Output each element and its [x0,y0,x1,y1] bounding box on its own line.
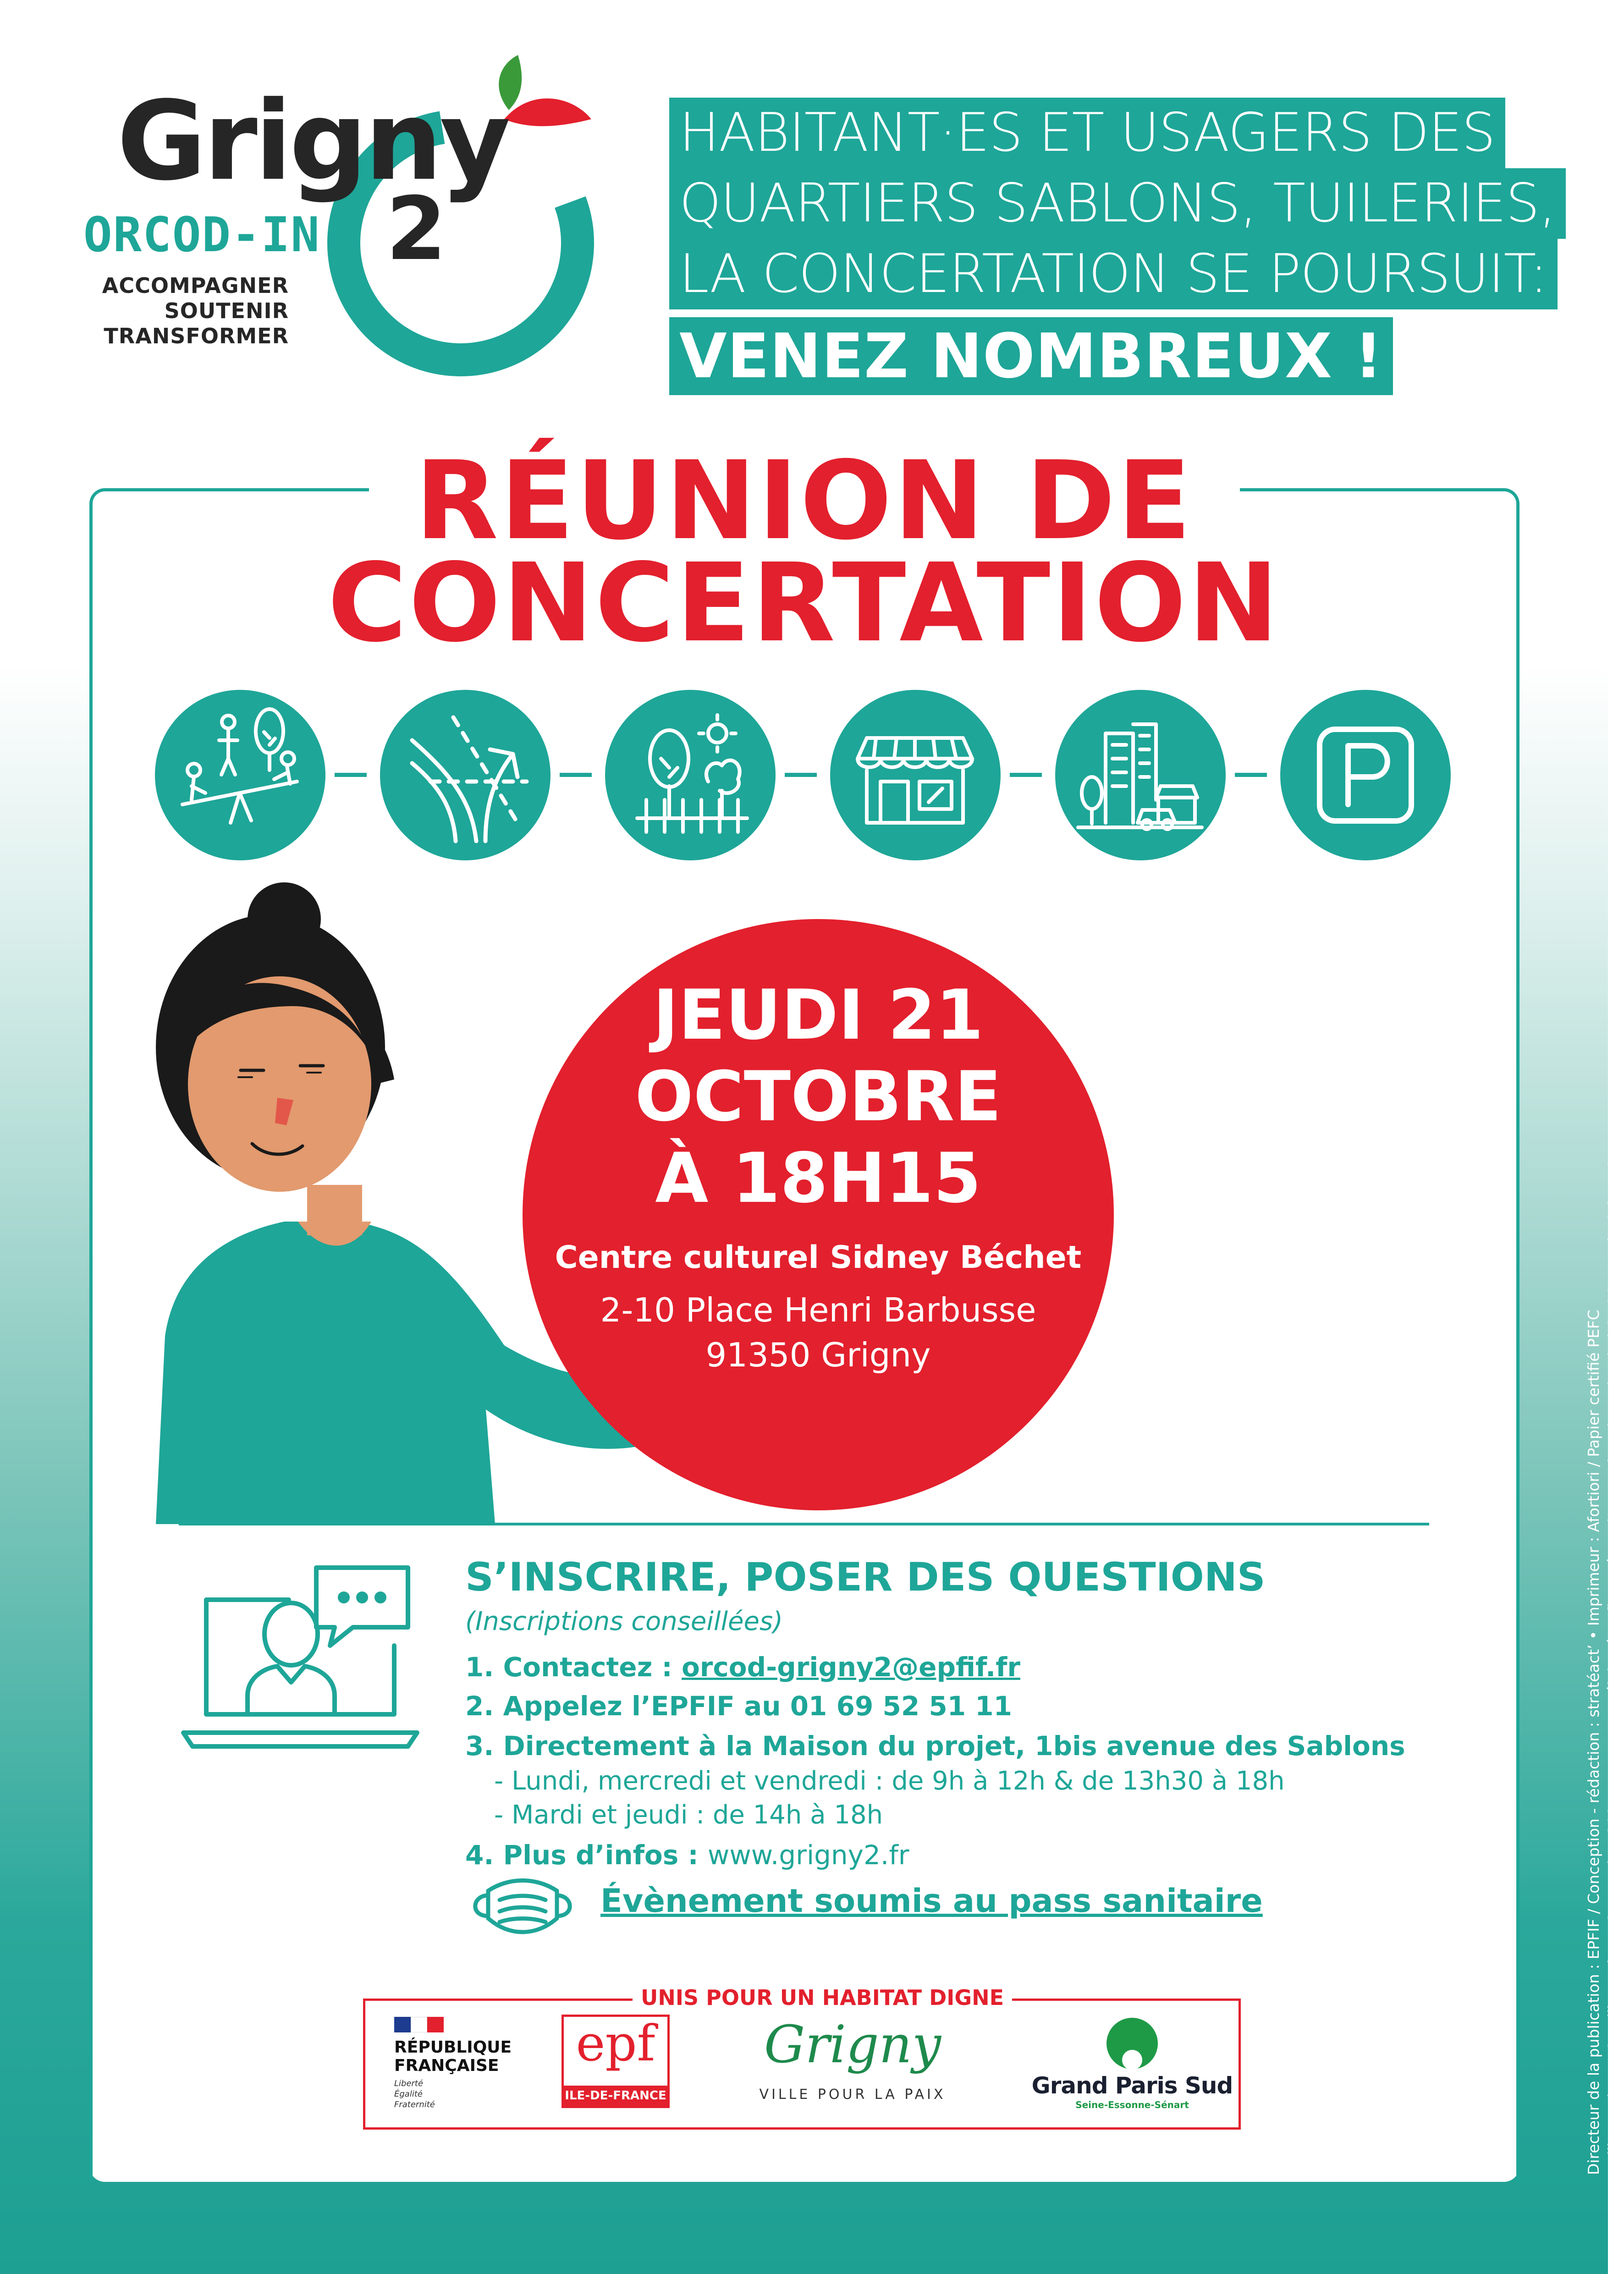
parking-icon [1280,690,1451,860]
partners-title: UNIS POUR UN HABITAT DIGNE [633,1983,1012,2012]
video-call-icon [179,1558,422,1760]
logo-tagline-3: TRANSFORMER [104,324,289,348]
green-space-icon [605,690,776,860]
flag-white [411,2017,427,2032]
title-line-1: RÉUNION DE [415,438,1193,564]
epf-wordmark: epf [576,2015,655,2072]
info-item-house: 3. Directement à la Maison du projet, 1bis avenue des Sablons [465,1730,1405,1762]
logo-orcod-in: ORCOD-IN [83,207,320,263]
web-link[interactable]: www.grigny2.fr [707,1839,909,1871]
shop-icon [830,690,1001,860]
icon-connector [1235,773,1267,777]
icon-connector [335,773,367,777]
credits-line-2: © illustrations : Camille Leplay • Septembre 2021 • Document élaboré et financé par l’EPFIF dans le cadre de l’ORCOD-IN de Grigny 2 [1605,1158,1623,2175]
pass-sanitaire-notice: Évènement soumis au pass sanitaire [600,1882,1263,1920]
face-mask-icon [463,1872,582,1941]
gps-wordmark: Grand Paris Sud [1031,2072,1233,2099]
logo-wordmark: Grigny [117,78,508,205]
event-time: À 18H15 [655,1139,981,1218]
rf-motto-1: Liberté [394,2079,424,2088]
grigny-tagline: VILLE POUR LA PAIX [759,2087,946,2103]
header-line-1: HABITANT·ES ET USAGERS DES [669,98,1505,168]
flag-red [427,2017,444,2032]
logo-tagline-2: SOUTENIR [164,298,289,323]
roads-icon [380,690,551,860]
flag-blue [394,2017,411,2032]
info-hours-1: - Lundi, mercredi et vendredi : de 9h à 12h & de 13h30 à 18h [494,1766,1285,1796]
event-date-line1: JEUDI 21 [653,975,984,1055]
info-item-phone: 2. Appelez l’EPFIF au 01 69 52 51 11 [465,1690,1013,1722]
logo-number: 2 [386,178,447,280]
info-hours-2: - Mardi et jeudi : de 14h à 18h [494,1800,883,1830]
icon-connector [1010,773,1042,777]
event-date-line2: OCTOBRE [635,1057,1002,1137]
city-icon [1055,690,1226,860]
header-line-3: LA CONCERTATION SE POURSUIT: [669,239,1558,309]
event-address-2: 91350 Grigny [705,1336,931,1374]
web-label: 4. Plus d’infos : [465,1839,708,1871]
rf-name-1: RÉPUBLIQUE [394,2038,512,2057]
grigny-wordmark: Grigny [764,2015,941,2075]
info-note: (Inscriptions conseillées) [465,1607,783,1636]
credits-line-1: Directeur de la publication : EPFIF / Conception - rédaction : stratéact’ • Imprimeur : Afortiori / Papier certifié PEFC [1585,1310,1602,2175]
icon-connector [560,773,592,777]
info-item-web [465,1839,909,1871]
title-line-2: CONCERTATION [327,540,1281,666]
info-heading: S’INSCRIRE, POSER DES QUESTIONS [465,1554,1266,1600]
gps-tagline: Seine-Essonne-Sénart [1075,2099,1189,2110]
header-line-2: QUARTIERS SABLONS, TUILERIES, [669,168,1566,239]
header-call: VENEZ NOMBREUX ! [669,317,1393,395]
rf-motto-2: Égalité [394,2089,423,2099]
event-venue: Centre culturel Sidney Béchet [555,1239,1082,1276]
info-item-contact [465,1652,1020,1683]
gps-circle-icon [1105,2016,1160,2071]
rf-name-2: FRANÇAISE [394,2056,499,2075]
contact-label: 1. Contactez : [465,1652,682,1683]
rf-motto-3: Fraternité [394,2100,435,2109]
icon-connector [785,773,817,777]
event-address-1: 2-10 Place Henri Barbusse [600,1291,1036,1329]
credits [1584,1158,1624,2175]
logo-tagline-1: ACCOMPAGNER [102,273,289,298]
epf-region: ILE-DE-FRANCE [564,2086,667,2106]
contact-email-link[interactable]: orcod-grigny2@epfif.fr [681,1652,1020,1683]
section-divider [179,1523,1429,1525]
playground-icon [155,690,325,860]
